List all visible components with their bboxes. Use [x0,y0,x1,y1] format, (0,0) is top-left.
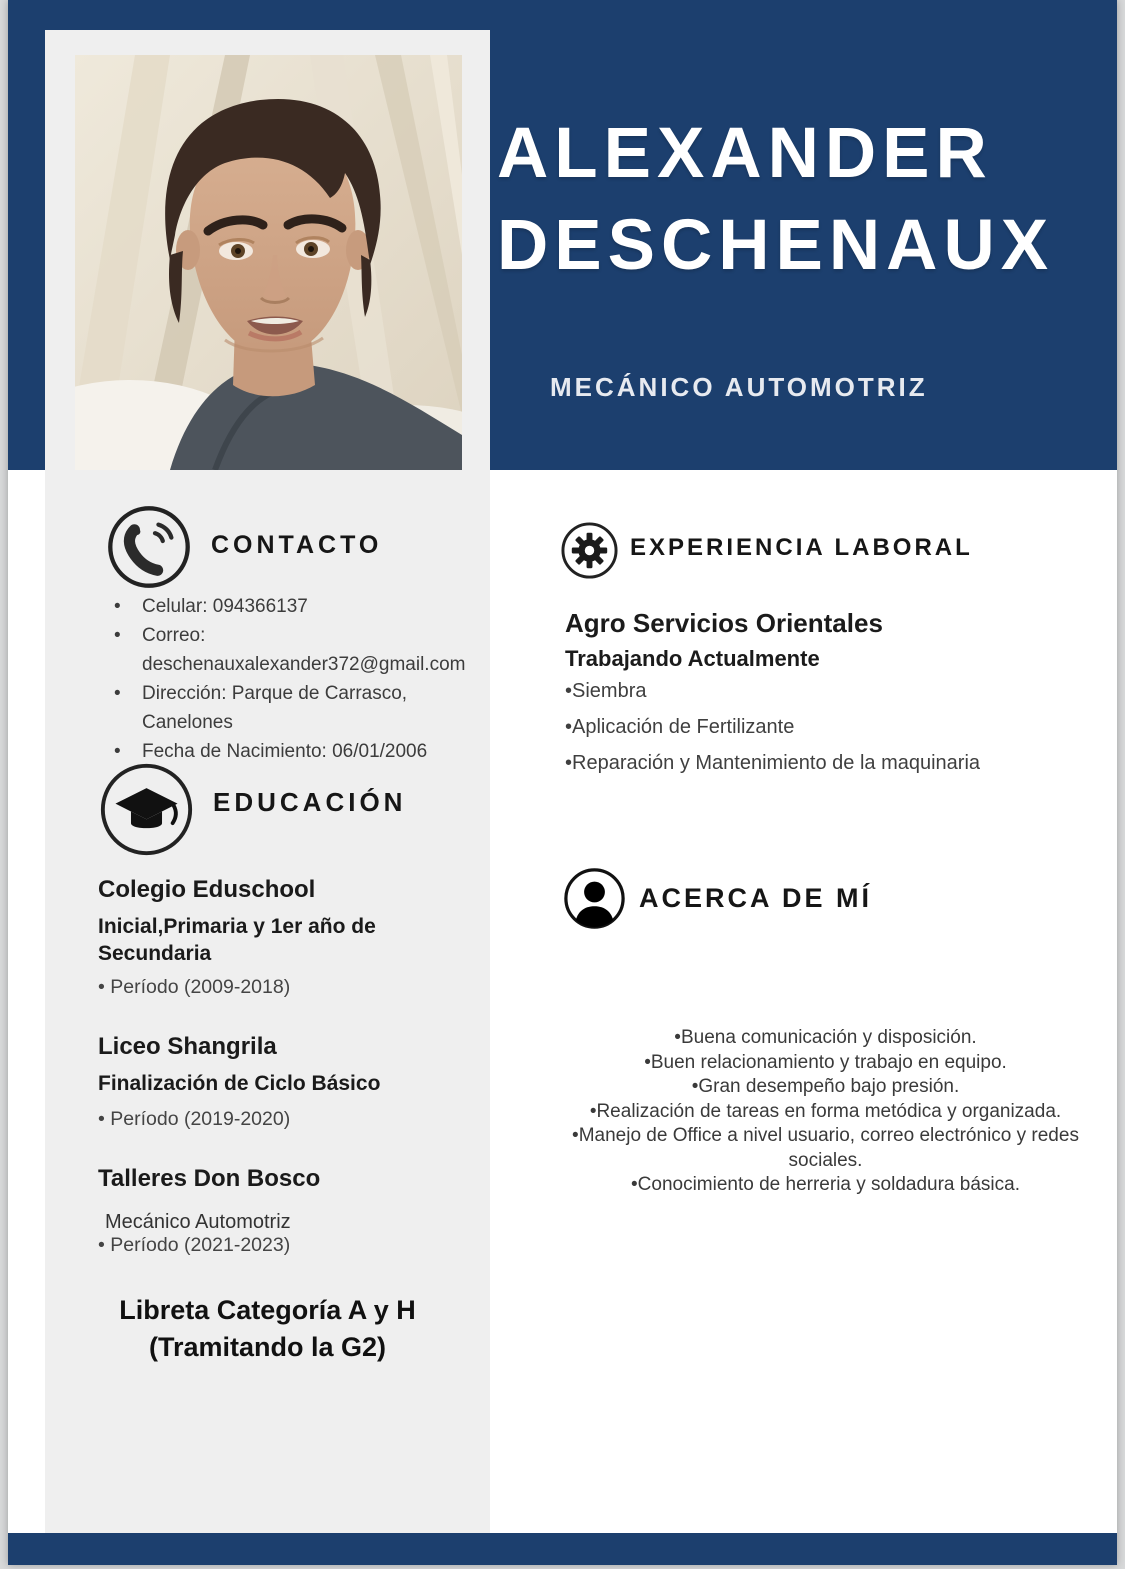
education-detail-1: Inicial,Primaria y 1er año de Secundaria [98,915,376,965]
contact-email-text: deschenauxalexander372@gmail.com [142,654,466,675]
person-icon [562,866,627,931]
header-name [497,108,1107,292]
education-detail-2: Finalización de Ciclo Básico [98,1072,381,1095]
phone-icon [106,504,192,590]
contact-text: Celular: 094366137 [142,596,308,617]
about-bullet: •Conocimiento de herreria y soldadura básica. [631,1174,1020,1195]
about-bullet: •Buen relacionamiento y trabajo en equipo. [644,1051,1007,1073]
bullet-marker: • [114,596,121,617]
contact-item-email [112,650,472,679]
contact-item-direccion [112,679,472,708]
contact-heading: CONTACTO [211,531,383,559]
experience-status: Trabajando Actualmente [565,646,820,671]
education-period-3: • Período (2021-2023) [98,1234,291,1256]
education-school-2: Liceo Shangrila [98,1033,277,1060]
bullet-marker [112,708,142,737]
bullet-marker [112,650,142,679]
bullet-marker: • [114,741,121,762]
bullet-marker: • [114,683,121,704]
about-bullet: •Gran desempeño bajo presión. [691,1076,960,1097]
education-period-1: • Período (2009-2018) [98,976,291,998]
experience-company: Agro Servicios Orientales [565,608,883,638]
license-line-1: Libreta Categoría A y H [119,1295,416,1325]
name-line-2: DESCHENAUX [497,206,1055,285]
education-school-1: Colegio Eduschool [98,876,316,903]
portrait-photo [75,55,462,470]
education-period-2: • Período (2019-2020) [98,1108,291,1130]
experience-bullet: •Aplicación de Fertilizante [565,716,795,738]
cv-page [8,0,1117,1565]
about-bullet: •Buena comunicación y disposición. [674,1027,977,1048]
contact-text: Dirección: Parque de Carrasco, [142,683,408,704]
contact-text: Canelones [142,712,233,733]
education-heading: EDUCACIÓN [213,787,407,817]
education-detail-3: Mecánico Automotriz [105,1211,291,1233]
bullet-marker: • [114,625,121,646]
job-title: MECÁNICO AUTOMOTRIZ [550,372,928,402]
contact-item-celular [112,592,472,621]
experience-bullet: •Siembra [565,680,647,702]
experience-bullet: •Reparación y Mantenimiento de la maquinaria [565,752,981,774]
contact-list [112,592,472,766]
name-line-1: ALEXANDER [497,114,993,193]
license-line-2: (Tramitando la G2) [148,1332,387,1362]
about-bullet: •Realización de tareas en forma metódica y organizada. [589,1100,1062,1122]
education-school-3: Talleres Don Bosco [98,1165,321,1192]
license-note [45,1292,490,1366]
contact-text: Fecha de Nacimiento: 06/01/2006 [142,741,428,762]
contact-item-direccion-2 [112,708,472,737]
graduation-cap-icon [98,761,195,858]
contact-item-correo [112,621,472,650]
about-heading: ACERCA DE MÍ [639,883,873,913]
about-bullet-list [533,1026,1118,1198]
experience-heading: EXPERIENCIA LABORAL [630,534,973,561]
portrait-illustration [75,55,462,470]
about-bullet: •Manejo de Office a nivel usuario, correo electrónico y redes sociales. [572,1125,1079,1171]
gear-icon [560,521,619,580]
contact-text: Correo: [142,625,206,646]
experience-bullet-list [565,679,980,787]
footer-band [8,1533,1117,1565]
